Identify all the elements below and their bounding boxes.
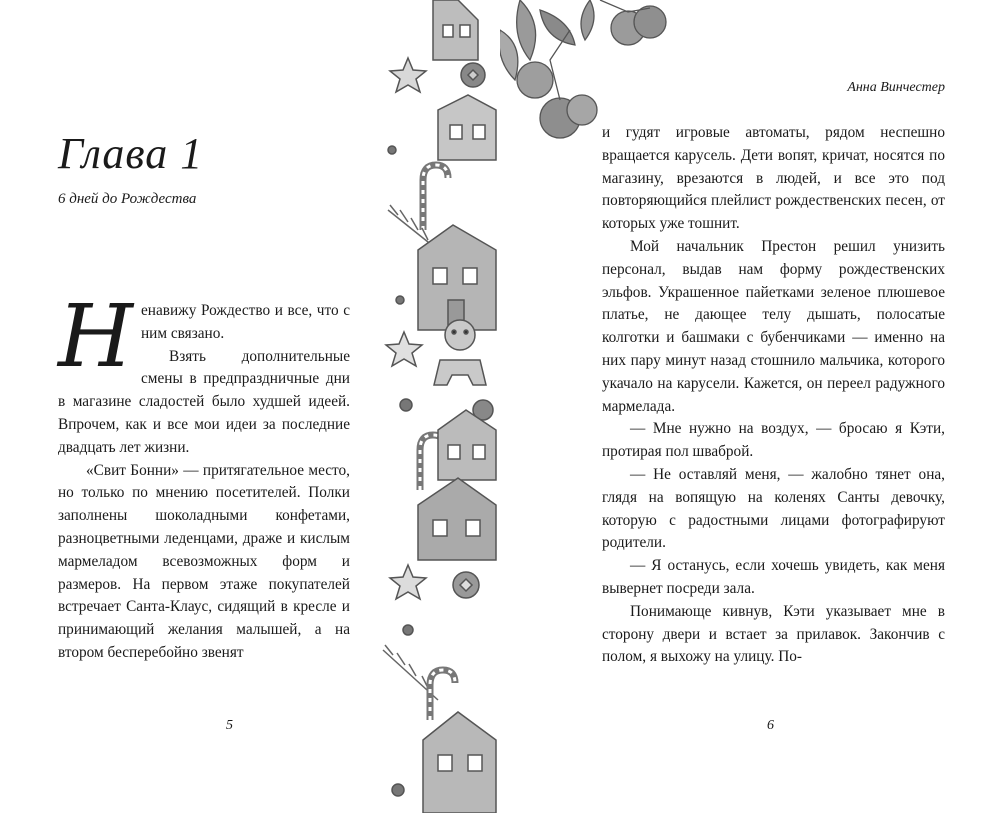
paragraph: «Свит Бонни» — притягательное место, но только по мнению посетителей. Полки заполнены шоколадными конфетами, разноцветными леденцами, драже и кислым мармеладом всевозможных форм и размеров. На первом этаже покупателей встречает Санта-Клаус, сидящий в кресле и принимающий желания малышей, а на втором бесперебойно звенят [58, 461, 350, 661]
running-head-author: Анна Винчестер [847, 80, 945, 95]
ornament-ball-icon [461, 63, 485, 87]
right-body-text [602, 122, 945, 669]
gingerbread-house-icon [438, 410, 496, 480]
paragraph-text: енавижу Рождество и все, что с ним связано. [141, 302, 350, 342]
right-page [500, 0, 1007, 813]
drop-cap: Н [58, 287, 133, 387]
paragraph: Взять дополнительные смены в предпраздничные дни в магазине сладостей было худшей идеей. Впрочем, как и все мои идеи за последние двадцать лет жизни. [58, 347, 350, 456]
page-number-left: 5 [226, 718, 233, 733]
chapter-subtitle: 6 дней до Рождества [58, 191, 197, 207]
opening-paragraph [58, 287, 350, 387]
christmas-border-illustration [378, 0, 502, 813]
left-page [0, 0, 385, 813]
dialogue-line: — Мне нужно на воздух, — бросаю я Кэти, протирая пол шваброй. [602, 420, 945, 461]
page-number-right: 6 [767, 718, 774, 733]
gingerbread-house-icon [438, 95, 496, 160]
candy-cane-icon [430, 670, 455, 720]
gingerbread-house-icon [423, 712, 496, 813]
paragraph: Мой начальник Престон решил унизить персонал, выдав нам форму рождественских эльфов. Украшенное пайетками зеленое плюшевое платье, не дающее телу дышать, полосатые колготки и башмаки с бубенчиками — именно на них пару минут назад стошнило мальчика, которого укачало на карусели. Кажется, он переел радужного мармелада. [602, 237, 945, 415]
dialogue-line: — Не оставляй меня, — жалобно тянет она, глядя на вопящую на коленях Санты девочку, которую с радостными лицами фотографируют родители. [602, 465, 945, 552]
star-icon [390, 565, 426, 599]
gingerbread-house-icon [433, 0, 478, 60]
ornament-ball-icon [400, 399, 493, 420]
gingerbread-house-icon [418, 225, 496, 330]
ornament-ball-icon [388, 146, 404, 796]
chapter-title: Глава 1 [58, 129, 204, 178]
candy-cane-icon [423, 165, 448, 230]
star-icon [390, 58, 426, 92]
left-body-text [58, 287, 350, 665]
dialogue-line: — Я останусь, если хочешь увидеть, как меня вывернет посреди зала. [602, 557, 945, 597]
star-icon [386, 332, 422, 366]
gingerbread-house-icon [418, 478, 496, 560]
paragraph: и гудят игровые автоматы, рядом неспешно вращается карусель. Дети вопят, кричат, носятся по магазину, врезаются в людей, и все это под повторяющийся плейлист рождественских песен, от которых уже тошнит. [602, 124, 945, 233]
paragraph: Понимающе кивнув, Кэти указывает мне в сторону двери и встает за прилавок. Закончив с полом, я выхожу на улицу. По- [602, 602, 945, 666]
